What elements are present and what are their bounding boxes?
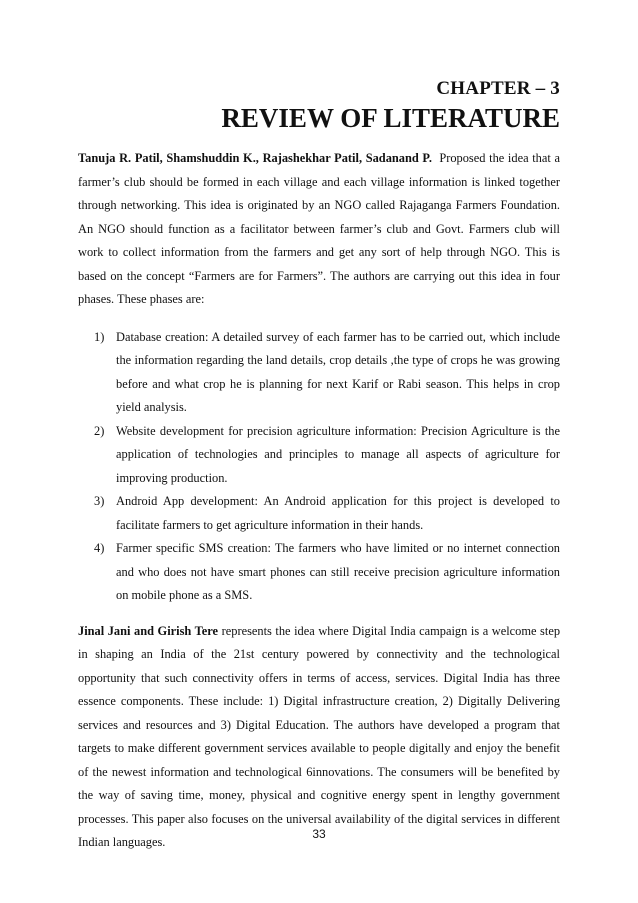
paragraph-patil (78, 147, 560, 312)
document-body (78, 147, 560, 855)
list-item-text: Farmer specific SMS creation: The farmers who have limited or no internet connection and who does not have smart phones can still receive precision agriculture information on mobile phone as a SMS. (116, 541, 560, 602)
page-number: 33 (312, 827, 326, 841)
chapter-title: REVIEW OF LITERATURE (221, 103, 560, 133)
list-number: 2) (94, 423, 105, 438)
list-item (94, 420, 560, 491)
author-names: Tanuja R. Patil, Shamshuddin K., Rajashekhar Patil, Sadanand P. (78, 151, 432, 165)
list-item-text: Website development for precision agriculture information: Precision Agriculture is the application of technologies and principles to manage all aspects of agriculture for improving production. (116, 423, 560, 485)
list-item-text: Android App development: An Android application for this project is developed to facilitate farmers to get agriculture information in their hands. (116, 494, 560, 532)
list-item (94, 326, 560, 420)
list-item (94, 490, 560, 537)
paragraph-text: represents the idea where Digital India campaign is a welcome step in shaping an India of the 21st century powered by connectivity and the technological opportunity that such connectivity offers in terms of access, services. Digital India has three essence components. These include: 1) Digital infrastructure creation, 2) Digitally Delivering services and resources and 3) Digital Education. The authors have developed a program that targets to make different government services available to people digitally and enjoy the benefit of the newest information and technological 6innovations. The consumers will be benefited by the way of saving time, money, physical and cognitive energy spent in lengthy government processes. This paper also focuses on the universal availability of the digital services in different Indian languages. (78, 623, 561, 849)
list-number: 3) (94, 494, 105, 508)
list-item-text: Database creation: A detailed survey of each farmer has to be carried out, which include the information regarding the land details, crop details ,the type of crops he was growing before and what crop he is planning for next Karif or Rabi season. This helps in crop yield analysis. (116, 329, 560, 414)
author-names: Jinal Jani and Girish Tere (78, 623, 219, 638)
list-number: 1) (94, 329, 105, 344)
paragraph-text: Proposed the idea that a farmer’s club should be formed in each village and each village information is linked together through networking. This idea is originated by an NGO called Rajaganga Farmers Foundation. An NGO should function as a facilitator between farmer’s club and Govt. Farmers club will work to collect information from the farmers and get any sort of help through NGO. This is based on the concept “Farmers are for Farmers”. The authors are carrying out this idea in four phases. These phases are: (78, 151, 560, 306)
list-item (94, 537, 560, 608)
list-number: 4) (94, 541, 105, 555)
paragraph-jani (78, 620, 560, 855)
phases-list (78, 326, 560, 608)
chapter-number: CHAPTER – 3 (436, 78, 560, 99)
